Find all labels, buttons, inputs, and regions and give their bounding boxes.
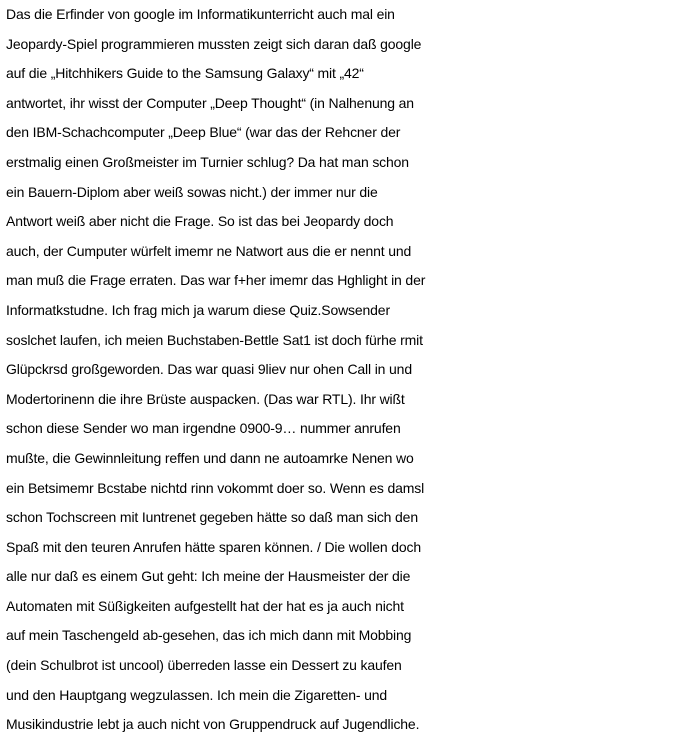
text-line: Das die Erfinder von google im Informatikunterricht auch mal ein [6, 6, 395, 22]
text-line: antwortet, ihr wisst der Computer „Deep Thought“ (in Nalhenung an [6, 94, 414, 111]
text-line: Spaß mit den teuren Anrufen hätte sparen können. / Die wollen doch [6, 538, 422, 555]
text-line: Musikindustrie lebt ja auch nicht von Gruppendruck auf Jugendliche. [6, 716, 420, 733]
text-line: ein Bauern-Diplom aber weiß sowas nicht.) der immer nur die [6, 183, 378, 200]
text-line: alle nur daß es einem Gut geht: Ich meine der Hausmeister der die [6, 568, 411, 585]
text-line: Modertorinenn die ihre Brüste auspacken. (Das war RTL). Ihr wißt [6, 390, 405, 407]
text-line: auch, der Cumputer würfelt imemr ne Natwort aus die er nennt und [6, 242, 412, 259]
text-line: erstmalig einen Großmeister im Turnier schlug? Da hat man schon [6, 153, 409, 170]
text-line: man muß die Frage erraten. Das war f+her imemr das Hghlight in der [6, 272, 426, 289]
text-line: Antwort weiß aber nicht die Frage. So ist das bei Jeopardy doch [6, 213, 394, 230]
text-line: schon diese Sender wo man irgendne 0900-9… nummer anrufen [6, 420, 401, 437]
text-line: Informatkstudne. Ich frag mich ja warum diese Quiz.Sowsender [6, 301, 390, 318]
text-line: soslchet laufen, ich meien Buchstaben-Bettle Sat1 ist doch fürhe rmit [6, 331, 423, 348]
text-line: auf die „Hitchhikers Guide to the Samsung Galaxy“ mit „42“ [6, 65, 364, 82]
text-line: (dein Schulbrot ist uncool) überreden lasse ein Dessert zu kaufen [6, 657, 402, 674]
text-line: den IBM-Schachcomputer „Deep Blue“ (war das der Rehcner der [6, 124, 401, 141]
text-line: Glüpckrsd großgeworden. Das war quasi 9liev nur ohen Call in und [6, 361, 412, 378]
text-line: ein Betsimemr Bcstabe nichtd rinn vokommt doer so. Wenn es damsl [6, 479, 425, 496]
text-line: Automaten mit Süßigkeiten aufgestellt hat der hat es ja auch nicht [6, 597, 404, 614]
text-line: mußte, die Gewinnleitung reffen und dann ne autoamrke Nenen wo [6, 449, 414, 466]
text-line: und den Hauptgang wegzulassen. Ich mein die Zigaretten- und [6, 686, 388, 703]
text-line: auf mein Taschengeld ab-gesehen, das ich mich dann mit Mobbing [6, 627, 412, 644]
text-line: schon Tochscreen mit Iuntrenet gegeben hätte so daß man sich den [6, 509, 418, 526]
document-text [6, 0, 686, 733]
text-line: Jeopardy-Spiel programmieren mussten zeigt sich daran daß google [6, 35, 422, 52]
